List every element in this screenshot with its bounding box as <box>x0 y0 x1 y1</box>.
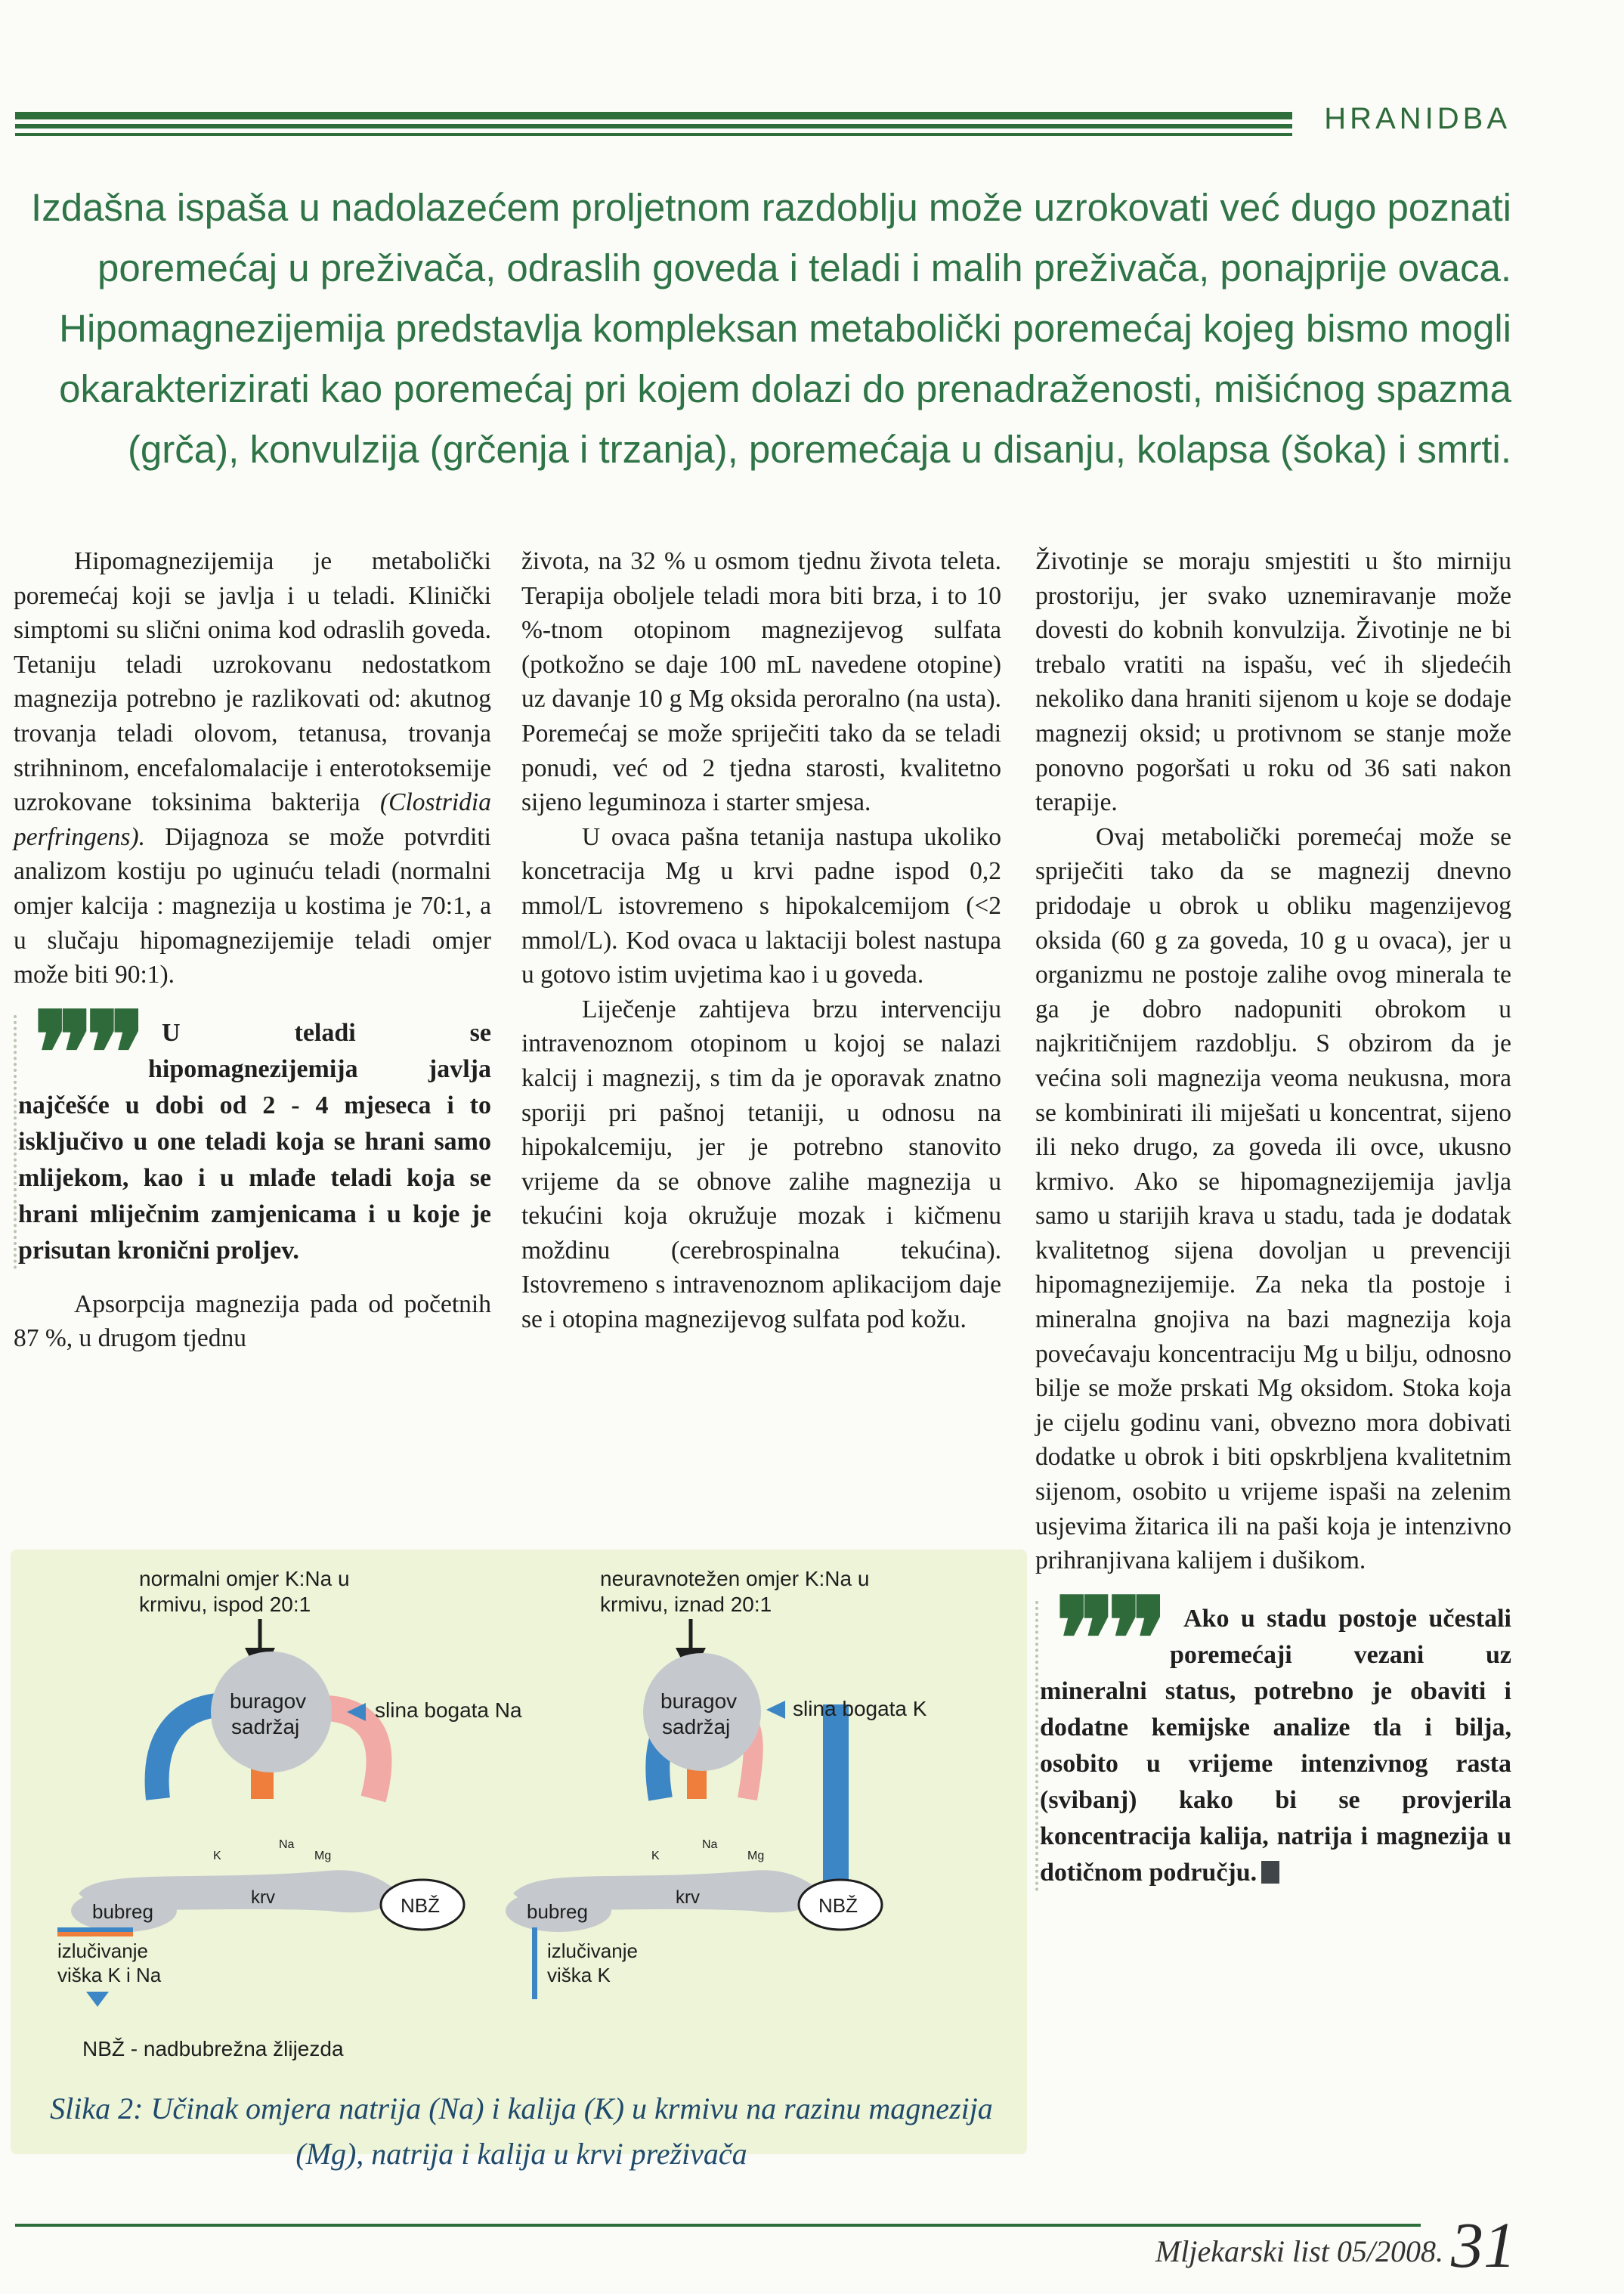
right-excr-label-2: viška K <box>547 1964 611 1986</box>
left-excr-label-1: izlučivanje <box>57 1940 148 1962</box>
diagram-svg <box>11 1549 1027 2094</box>
header-rule-mid <box>15 124 1292 128</box>
left-adrenal-label: NBŽ <box>401 1894 440 1917</box>
pull-quote-2: ❞❞ Ako u stadu postoje učestali poremećaji vezani uz mineralni status, potrebno je obaviti i dodatne kemijske analize tla i bilja, osobito u vrijeme intenzivnog rasta (svibanj) kako bi se provjerila koncentracija kalija, natrija i magnezija u dotičnom području. <box>1035 1601 1511 1891</box>
right-adrenal-label: NBŽ <box>818 1894 858 1917</box>
header-rule-bottom <box>15 133 1292 136</box>
right-mg-label: Mg <box>747 1850 765 1862</box>
right-excr-label-1: izlučivanje <box>547 1940 638 1962</box>
right-saliva-arrow-icon <box>766 1701 785 1719</box>
left-mg-label: Mg <box>314 1850 332 1862</box>
right-title-2: krmivu, iznad 20:1 <box>600 1593 772 1616</box>
left-title-1: normalni omjer K:Na u <box>139 1567 350 1590</box>
pull-quote-1: ❞❞ U teladi se hipomagnezijemija javlja najčešće u dobi od 2 - 4 mjeseca i to isključivo u one teladi koja se hrani samo mlijekom, kao i u mlađe teladi koja se hrani mliječnim zamjenicama i u koje je prisutan kronični proljev. <box>14 1015 491 1269</box>
page-number: 31 <box>1451 2209 1516 2281</box>
figure-legend: NBŽ - nadbubrežna žlijezda <box>82 2037 344 2060</box>
figure-diagram <box>11 1549 1027 2154</box>
footer-rule <box>15 2224 1421 2227</box>
journal-footer: Mljekarski list 05/2008. <box>1155 2234 1443 2268</box>
left-rumen-label-2: sadržaj <box>231 1715 300 1738</box>
left-title-2: krmivu, ispod 20:1 <box>139 1593 311 1616</box>
col3-paragraph-1: Životinje se moraju smjestiti u što mirniju prostoriju, jer svako uznemiravanje može dovesti do kobnih konvulzija. Životinje ne bi trebalo vratiti na ispašu, već ih sljedećih nekoliko dana hraniti sijenom u koje se dodaje magnezij oksid; u protivnom se stanje može ponovno pogoršati u roku od 36 sati nakon terapije. <box>1035 547 1511 817</box>
lead-paragraph: Izdašna ispaša u nadolazećem proljetnom razdoblju može uzrokovati već dugo poznati poremećaj u preživača, odraslih goveda i teladi i malih preživača, ponajprije ovaca. Hipomagnezijemija predstavlja kompleksan metabolički poremećaj kojeg bismo mogli okarakterizirati kao poremećaj pri kojem dolazi do prenadraženosti, mišićnog spazma (grča), konvulzija (grčenja i trzanja), poremećaja u disanju, kolapsa (šoka) i smrti. <box>31 186 1511 471</box>
column-2 <box>521 544 1001 1337</box>
right-excr-blue <box>532 1927 537 1999</box>
left-blood-label: krv <box>251 1887 275 1908</box>
end-mark-icon <box>1261 1861 1279 1884</box>
figure-caption: Slika 2: Učinak omjera natrija (Na) i kalija (K) u krmivu na razinu magnezija (Mg), natrija i kalija u krvi preživača <box>50 2091 993 2171</box>
header-rule-top <box>15 112 1292 119</box>
left-kidney-label: bubreg <box>92 1900 153 1923</box>
quote-mark-icon: ❞❞ <box>33 989 138 1117</box>
col2-paragraph-3: Liječenje zahtijeva brzu intervenciju intravenoznom otopinom u kojoj se nalazi kalcij i magnezij, s tim da je oporavak znatno sporiji pri pašnoj tetaniji, u odnosu na hipokalcemiju, jer je potrebno stanovito vrijeme da se obnove zalihe magnezija u tekućini koja okružuje mozak i kičmenu moždinu (cerebrospinalna tekućina). Istovremeno s intravenoznom aplikacijom daje se i otopina magnezijevog sulfata pod kožu. <box>521 995 1001 1334</box>
right-rumen-label-1: buragov <box>660 1689 738 1713</box>
left-excr-orange <box>57 1932 133 1936</box>
right-title-1: neuravnotežen omjer K:Na u <box>600 1567 870 1590</box>
left-pink-band <box>328 1708 379 1799</box>
col1-paragraph-2: Apsorpcija magnezija pada od početnih 87 %, u drugom tjednu <box>14 1289 491 1353</box>
col2-paragraph-2: U ovaca pašna tetanija nastupa ukoliko koncetracija Mg u krvi padne ispod 0,2 mmol/L istovremeno s hipokalcemijom (<2 mmol/L). Kod ovaca u laktaciji bolest nastupa u gotovo istim uvjetima kao i u goveda. <box>521 822 1001 989</box>
left-excr-label-2: viška K i Na <box>57 1964 162 1986</box>
col2-paragraph-1: života, na 32 % u osmom tjednu života teleta. Terapija oboljele teladi mora biti brza, i to 10 %-tnom otopinom magnezijevog sulfata (potkožno se daje 100 mL navedene otopine) uz davanje 10 g Mg oksida peroralno (na usta). Poremećaj se može spriječiti tako da se teladi ponudi, već od 2 tjedna starosti, kvalitetno sijeno leguminoza i starter smjesa. <box>521 547 1001 817</box>
quote-mark-icon: ❞❞ <box>1055 1575 1159 1703</box>
right-na-label: Na <box>702 1838 718 1851</box>
left-excr-arrow-icon <box>86 1992 109 2007</box>
right-k-label: K <box>651 1850 660 1862</box>
left-na-label: Na <box>279 1838 295 1851</box>
column-3 <box>1035 544 1511 1891</box>
right-saliva-label: slina bogata K <box>793 1697 927 1720</box>
left-k-label: K <box>213 1850 221 1862</box>
left-excr-blue <box>57 1927 133 1932</box>
left-rumen-label-1: buragov <box>230 1689 307 1713</box>
right-kidney-label: bubreg <box>527 1900 588 1923</box>
column-1 <box>14 544 491 1356</box>
right-blood-label: krv <box>676 1887 700 1908</box>
col1-paragraph-1: Hipomagnezijemija je metabolički poremećaj koji se javlja i u teladi. Klinički simptomi su slični onima kod odraslih goveda. Tetaniju teladi uzrokovanu nedostatkom magnezija potrebno je razlikovati od: akutnog trovanja teladi olovom, tetanusa, trovanja strihninom, encefalomalacije i enterotoksemije uzrokovane toksinima bakterija (Clostridia perfringens). Dijagnoza se može potvrditi analizom kostiju po uginuću teladi (normalni omjer kalcija : magnezija u kostima je 70:1, a u slučaju hipomagnezijemije teladi omjer može biti 90:1). <box>14 547 491 989</box>
left-saliva-label: slina bogata Na <box>375 1698 522 1722</box>
section-title: HRANIDBA <box>1324 102 1511 135</box>
right-rumen-label-2: sadržaj <box>662 1715 731 1738</box>
col3-paragraph-2: Ovaj metabolički poremećaj može se spriječiti tako da se magnezij dnevno pridodaje u obrok u obliku magenzijevog oksida (60 g za goveda, 10 g u ovaca), jer u organizmu ne postoje zalihe ovog minerala te ga je dobro nadopuniti obrokom u najkritičnijem razdoblju. S obzirom da je većina soli magnezija veoma neukusna, mora se kombinirati ili miješati u koncentrat, sijeno ili neko drugo, za goveda ili ovce, ukusno krmivo. Ako se hipomagnezijemija javlja samo u starijih krava u stadu, tada je dodatak kvalitetnog sijena dovoljan u prevenciji hipomagnezijemije. Za neka tla postoje i mineralna gnojiva na bazi magnezija koja povećavaju koncentraciju Mg u bilju, odnosno bilje se može prskati Mg oksidom. Stoka koja je cijelu godinu vani, obvezno mora dobivati dodatke u obrok i biti opskrbljena kvalitetnim sijenom, osobito u vrijeme ispaši na zelenim usjevima žitarica ili na paši koja je intenzivno prihranjivana kalijem i dušikom. <box>1035 822 1511 1575</box>
right-saliva-band <box>823 1704 849 1886</box>
